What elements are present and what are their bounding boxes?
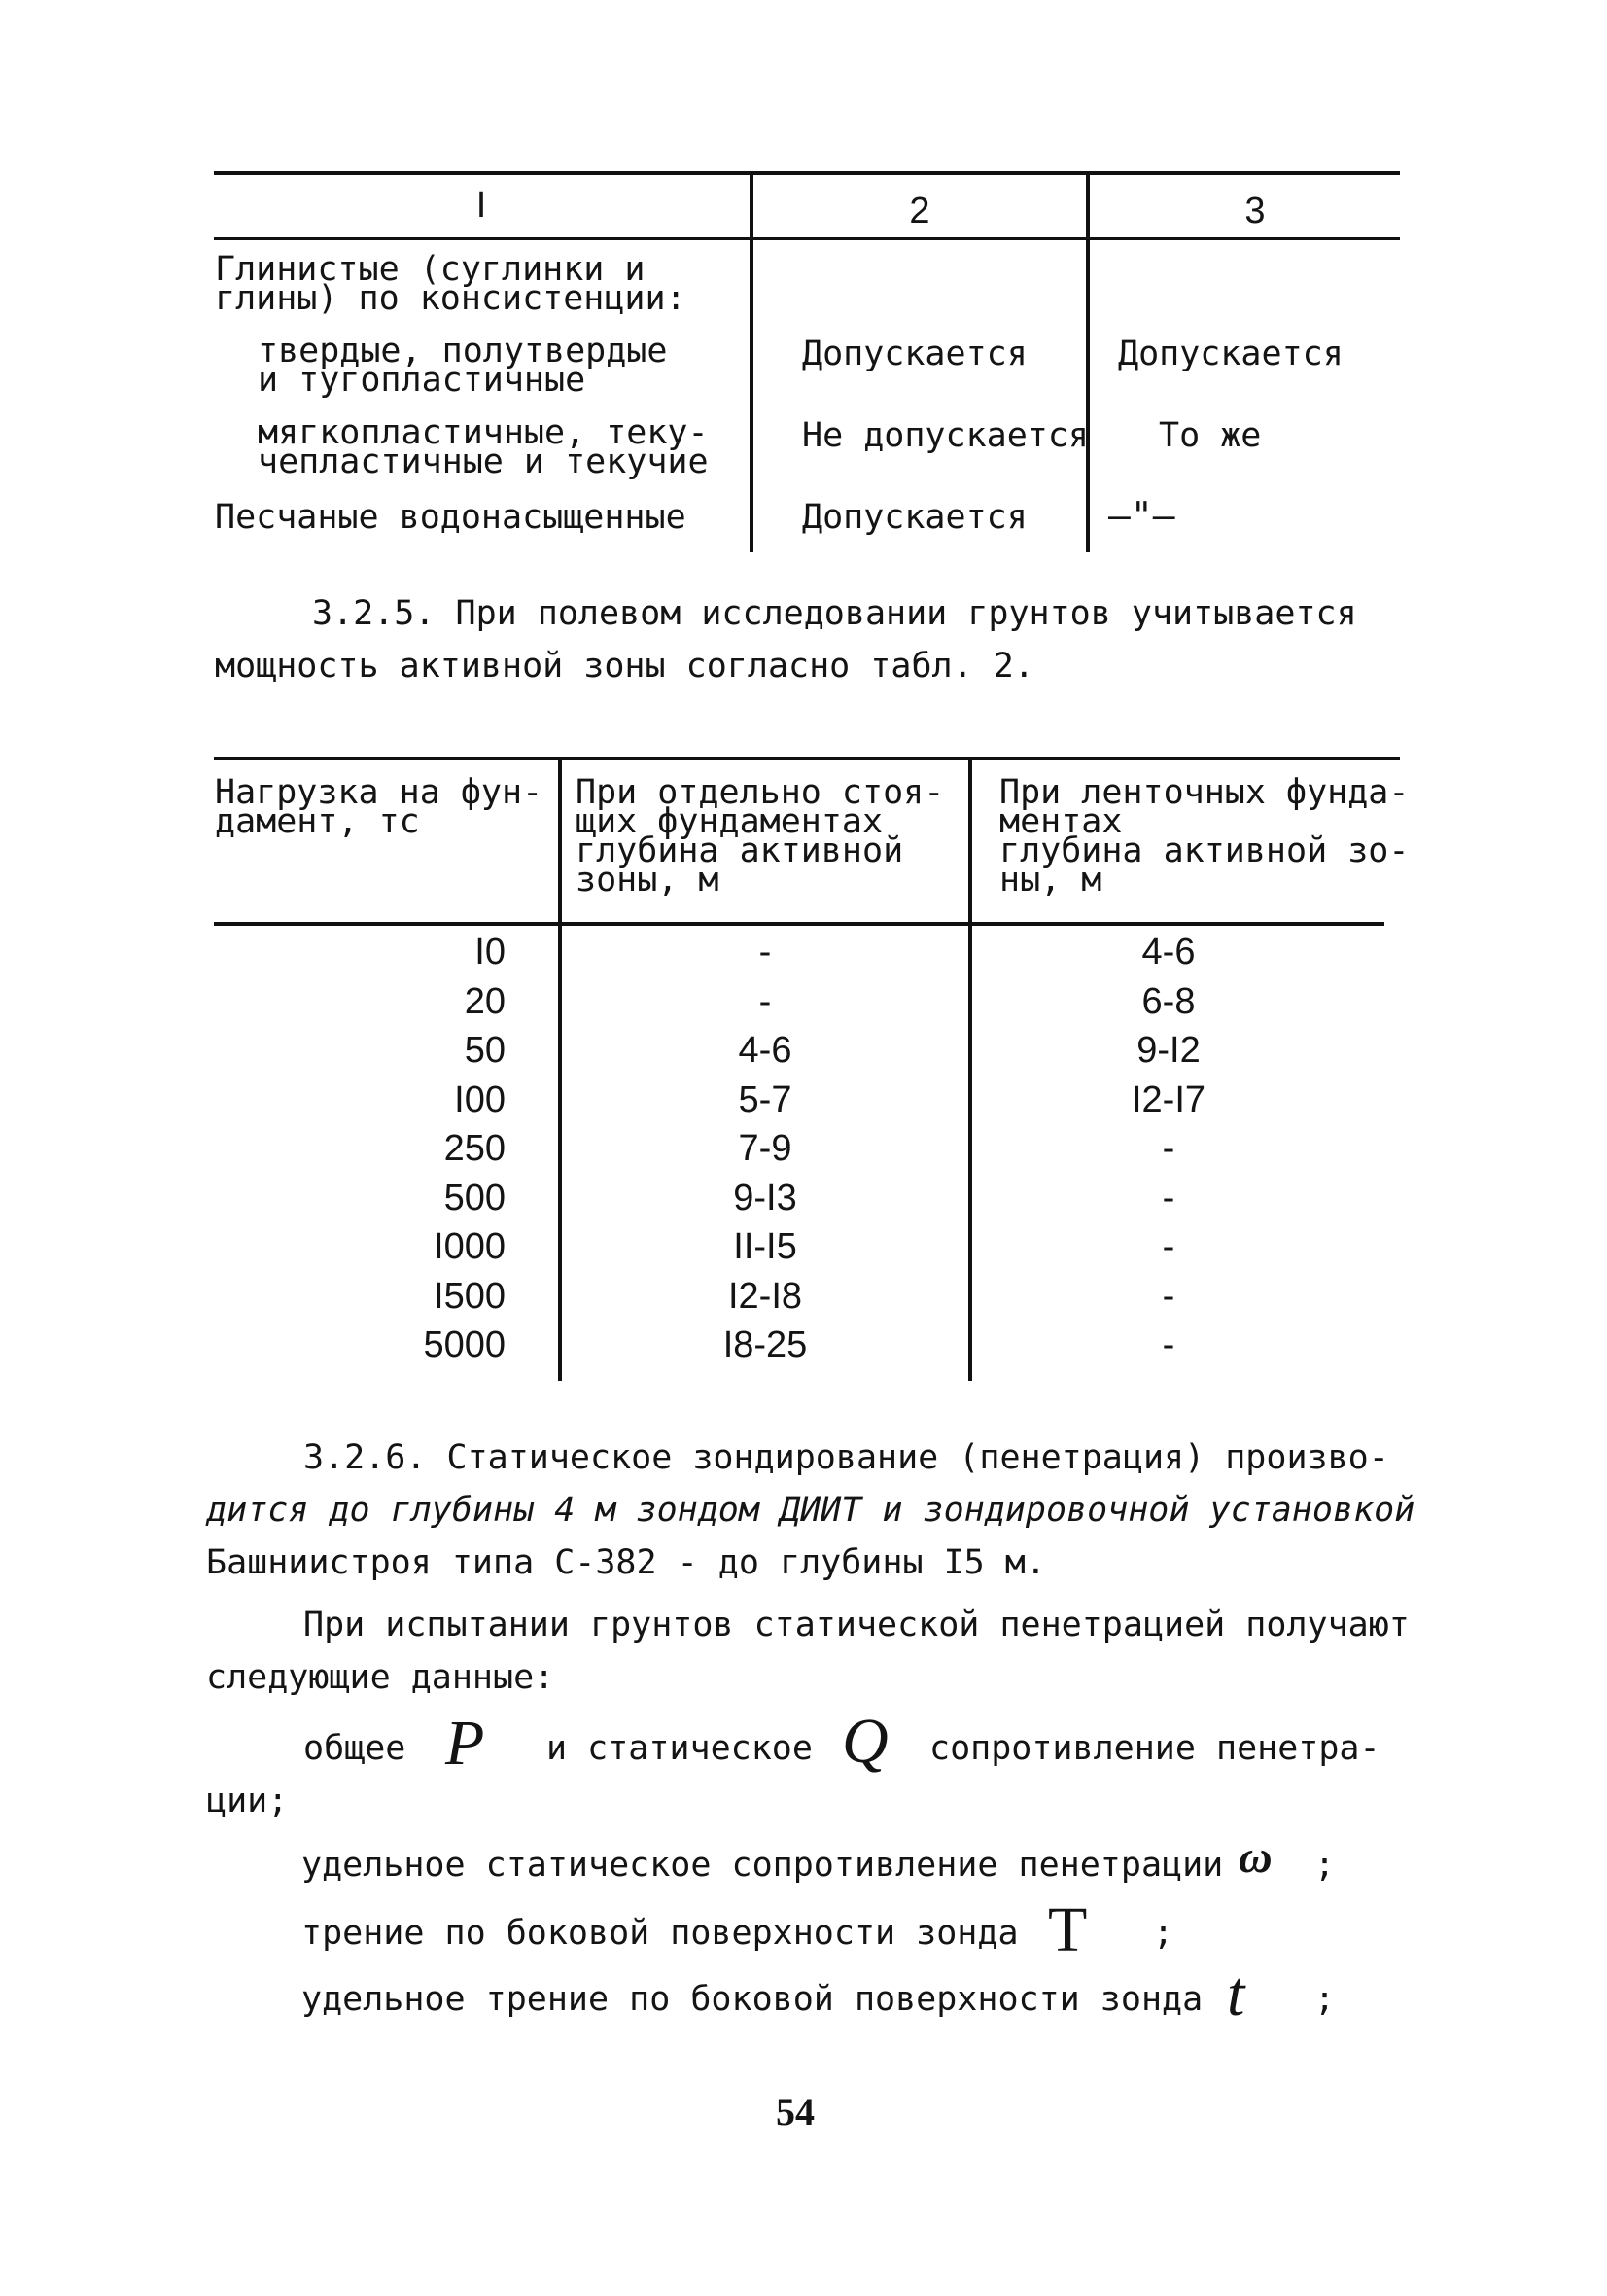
table1-row3-label: Песчаные водонасыщенные xyxy=(215,498,686,537)
para-3-2-6: 3.2.6. Статическое зондирование (пенетрация) произво- дится до глубины 4 м зондом ДИИТ и зондировочной установкой Башниистроя типа С-382 - до глубины I5 м. xyxy=(206,1438,1415,1582)
table2-header-col3: При ленточных фунда- ментах глубина активной зо- ны, м xyxy=(999,773,1410,900)
item1-text-d: ции; xyxy=(206,1782,289,1820)
para-test-intro: При испытании грунтов статической пенетрацией получают следующие данные: xyxy=(206,1606,1410,1697)
para-3-2-5: 3.2.5. При полевом исследовании грунтов учитывается мощность активной зоны согласно табл. 2. xyxy=(215,594,1357,686)
table2-cell: I2-I7 xyxy=(1131,1078,1206,1120)
table2-cell: - xyxy=(758,980,772,1022)
table2-cell: I500 xyxy=(434,1275,506,1317)
table2-cell: 5000 xyxy=(423,1325,506,1365)
table2-cell: I2-I8 xyxy=(727,1275,803,1317)
table2-cell: I0 xyxy=(474,932,506,972)
table1-row3-col3: —"— xyxy=(1108,494,1175,537)
table2-cell: 4-6 xyxy=(738,1030,792,1071)
item1-text-a: общее xyxy=(303,1729,406,1768)
table1-header-col1: I xyxy=(475,185,487,226)
table2-cell: II-I5 xyxy=(733,1226,797,1267)
table2-cell: - xyxy=(758,932,772,972)
item3-semicolon: ; xyxy=(1153,1914,1174,1953)
table1-row1-col2: Допускается xyxy=(802,335,1028,373)
item2-semicolon: ; xyxy=(1314,1846,1336,1885)
item2-text: удельное статическое сопротивление пенетрации xyxy=(301,1846,1224,1885)
item2-symbol-omega: ω xyxy=(1239,1831,1273,1883)
table1-row2-col3: То же xyxy=(1159,416,1262,455)
table1-group-label: Глинистые (суглинки и глины) по консистенции: xyxy=(215,250,686,318)
item1-text-b: и статическое xyxy=(546,1729,813,1768)
table2-cell: 5-7 xyxy=(738,1078,792,1120)
table1-header-col3: 3 xyxy=(1244,191,1266,231)
table2-header-col2: При отдельно стоя- щих фундаментах глубина активной зоны, м xyxy=(576,773,945,900)
table2-cell: - xyxy=(1162,1226,1175,1267)
table2-cell: I00 xyxy=(454,1078,506,1120)
table2-cell: 9-I3 xyxy=(733,1177,797,1219)
table2-cell: I8-25 xyxy=(722,1325,808,1365)
table2-cell: 250 xyxy=(443,1128,506,1169)
table1-header-rule xyxy=(214,237,1400,240)
item3-symbol-t: T xyxy=(1048,1894,1088,1965)
table2-header-col1: Нагрузка на фун- дамент, тс xyxy=(215,773,543,841)
table1-row3-col2: Допускается xyxy=(802,498,1028,537)
table1-row2-col2: Не допускается xyxy=(802,416,1090,455)
table1-row1-label: твердые, полутвердые и тугопластичные xyxy=(258,332,668,400)
item4-text: удельное трение по боковой поверхности зонда xyxy=(301,1980,1204,2019)
table2-cell: 4-6 xyxy=(1141,932,1196,972)
table2-cell: 6-8 xyxy=(1141,980,1196,1022)
table2-cell: 9-I2 xyxy=(1136,1030,1201,1071)
table2-cell: 7-9 xyxy=(738,1128,792,1169)
table1-header-col2: 2 xyxy=(909,191,930,231)
item3-text: трение по боковой поверхности зонда xyxy=(301,1914,1019,1953)
item4-semicolon: ; xyxy=(1314,1980,1336,2019)
table1-row1-col3: Допускается xyxy=(1118,335,1344,373)
page-number: 54 xyxy=(776,2090,815,2134)
item4-symbol-t-small: t xyxy=(1227,1959,1245,2030)
item1-symbol-p: P xyxy=(445,1708,485,1779)
table2-cell: - xyxy=(1162,1325,1175,1365)
item1-text-c: сопротивление пенетра- xyxy=(929,1729,1380,1768)
item1-symbol-q: Q xyxy=(842,1706,889,1777)
table2-cell: - xyxy=(1162,1128,1175,1169)
table2-header-rule xyxy=(214,922,1384,926)
table2-top-rule xyxy=(214,757,1400,760)
table2-cell: - xyxy=(1162,1275,1175,1317)
table2-cell: - xyxy=(1162,1177,1175,1219)
table2-cell: I000 xyxy=(434,1226,506,1267)
table2-cell: 500 xyxy=(443,1177,506,1219)
table1-top-rule xyxy=(214,171,1400,175)
table1-row2-label: мягкопластичные, теку- чепластичные и текучие xyxy=(258,413,709,481)
table2-cell: 20 xyxy=(464,980,506,1022)
table2-cell: 50 xyxy=(464,1030,506,1071)
